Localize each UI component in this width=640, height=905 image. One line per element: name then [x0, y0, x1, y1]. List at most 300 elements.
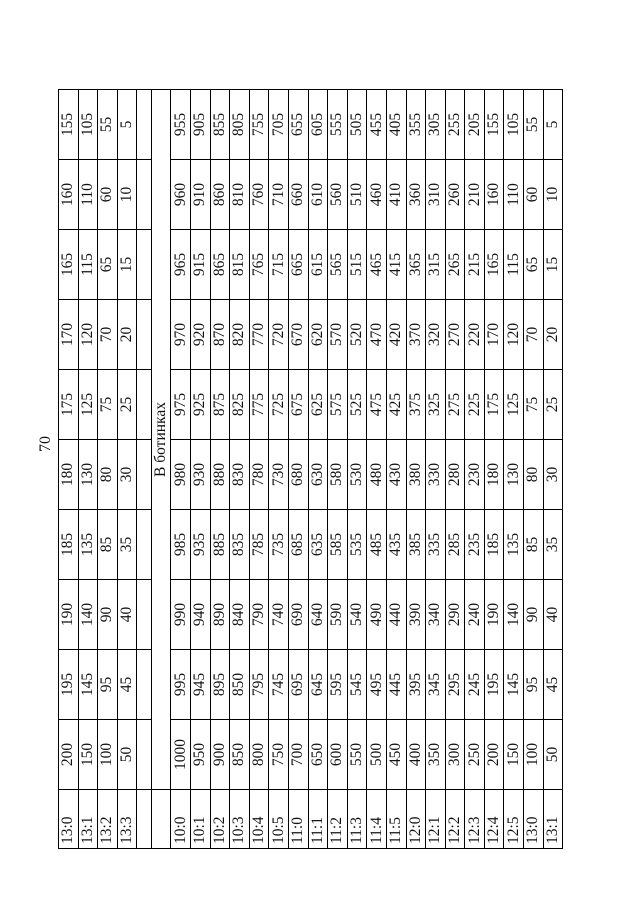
- row-label: 12:5: [504, 790, 524, 849]
- table-cell: 160: [484, 160, 504, 230]
- table-row: [269, 90, 289, 849]
- table-cell: 490: [367, 580, 387, 650]
- table-cell: 840: [230, 580, 250, 650]
- table-cell: 170: [484, 300, 504, 370]
- table-cell: 115: [504, 230, 524, 300]
- table-cell: 110: [78, 160, 98, 230]
- table-cell: 45: [117, 650, 137, 720]
- table-cell: 740: [269, 580, 289, 650]
- page-number: 70: [37, 436, 54, 452]
- table-cell: 525: [347, 370, 367, 440]
- table-cell: 675: [288, 370, 308, 440]
- table-cell: 810: [230, 160, 250, 230]
- table-cell: 520: [347, 300, 367, 370]
- spacer-row: [137, 90, 152, 849]
- table-cell: 720: [269, 300, 289, 370]
- row-label: 10:2: [210, 790, 230, 849]
- table-cell: 440: [386, 580, 406, 650]
- table-cell: 15: [543, 230, 563, 300]
- table-cell: 380: [406, 440, 426, 510]
- table-cell: 5: [117, 90, 137, 160]
- table-cell: 625: [308, 370, 328, 440]
- table-cell: 750: [269, 720, 289, 790]
- table-cell: 540: [347, 580, 367, 650]
- empty-cell: [137, 720, 152, 790]
- table-cell: 820: [230, 300, 250, 370]
- row-label: 12:1: [426, 790, 446, 849]
- table-cell: 75: [98, 370, 118, 440]
- table-row: [328, 90, 348, 849]
- row-label: 12:3: [465, 790, 485, 849]
- table-cell: 200: [59, 720, 79, 790]
- table-cell: 320: [426, 300, 446, 370]
- table-cell: 615: [308, 230, 328, 300]
- table-cell: 655: [288, 90, 308, 160]
- table-cell: 900: [210, 720, 230, 790]
- table-cell: 280: [445, 440, 465, 510]
- table-cell: 40: [543, 580, 563, 650]
- table-cell: 210: [465, 160, 485, 230]
- table-cell: 285: [445, 510, 465, 580]
- table-cell: 250: [465, 720, 485, 790]
- table-cell: 260: [445, 160, 465, 230]
- table-cell: 110: [504, 160, 524, 230]
- row-label: 11:2: [328, 790, 348, 849]
- table-cell: 125: [504, 370, 524, 440]
- table-cell: 535: [347, 510, 367, 580]
- empty-cell: [137, 790, 152, 849]
- table-cell: 175: [484, 370, 504, 440]
- table-cell: 335: [426, 510, 446, 580]
- table-cell: 555: [328, 90, 348, 160]
- table-cell: 635: [308, 510, 328, 580]
- table-cell: 960: [171, 160, 191, 230]
- table-cell: 65: [98, 230, 118, 300]
- table-cell: 35: [117, 510, 137, 580]
- table-cell: 905: [190, 90, 210, 160]
- table-cell: 425: [386, 370, 406, 440]
- table-cell: 710: [269, 160, 289, 230]
- empty-cell: [152, 790, 171, 849]
- table-cell: 315: [426, 230, 446, 300]
- table-cell: 895: [210, 650, 230, 720]
- table-row: [543, 90, 563, 849]
- table-cell: 90: [524, 580, 544, 650]
- table-cell: 70: [98, 300, 118, 370]
- table-cell: 975: [171, 370, 191, 440]
- table-cell: 55: [98, 90, 118, 160]
- table-cell: 510: [347, 160, 367, 230]
- table-cell: 10: [543, 160, 563, 230]
- row-label: 11:3: [347, 790, 367, 849]
- table-cell: 165: [484, 230, 504, 300]
- table-cell: 435: [386, 510, 406, 580]
- table-cell: 375: [406, 370, 426, 440]
- table-cell: 10: [117, 160, 137, 230]
- score-table: [58, 89, 563, 849]
- row-label: 10:5: [269, 790, 289, 849]
- row-label: 11:1: [308, 790, 328, 849]
- table-cell: 660: [288, 160, 308, 230]
- table-cell: 50: [543, 720, 563, 790]
- table-cell: 225: [465, 370, 485, 440]
- table-cell: 400: [406, 720, 426, 790]
- table-cell: 340: [426, 580, 446, 650]
- table-cell: 500: [367, 720, 387, 790]
- table-cell: 395: [406, 650, 426, 720]
- table-cell: 445: [386, 650, 406, 720]
- table-cell: 430: [386, 440, 406, 510]
- table-cell: 925: [190, 370, 210, 440]
- table-cell: 310: [426, 160, 446, 230]
- section-header-row: [152, 90, 171, 849]
- table-cell: 595: [328, 650, 348, 720]
- table-cell: 70: [524, 300, 544, 370]
- table-cell: 480: [367, 440, 387, 510]
- table-row: [190, 90, 210, 849]
- table-cell: 875: [210, 370, 230, 440]
- table-cell: 75: [524, 370, 544, 440]
- table-cell: 495: [367, 650, 387, 720]
- table-cell: 755: [249, 90, 269, 160]
- table-cell: 135: [78, 510, 98, 580]
- table-cell: 135: [504, 510, 524, 580]
- table-cell: 125: [78, 370, 98, 440]
- table-cell: 420: [386, 300, 406, 370]
- table-row: [78, 90, 98, 849]
- table-cell: 890: [210, 580, 230, 650]
- table-cell: 175: [59, 370, 79, 440]
- table-cell: 585: [328, 510, 348, 580]
- table-cell: 35: [543, 510, 563, 580]
- table-cell: 300: [445, 720, 465, 790]
- row-label: 11:0: [288, 790, 308, 849]
- table-cell: 185: [59, 510, 79, 580]
- table-cell: 160: [59, 160, 79, 230]
- empty-cell: [137, 300, 152, 370]
- table-cell: 995: [171, 650, 191, 720]
- table-cell: 325: [426, 370, 446, 440]
- table-cell: 120: [504, 300, 524, 370]
- table-cell: 80: [524, 440, 544, 510]
- table-cell: 855: [210, 90, 230, 160]
- table-cell: 240: [465, 580, 485, 650]
- table-cell: 825: [230, 370, 250, 440]
- table-cell: 180: [484, 440, 504, 510]
- table-cell: 30: [117, 440, 137, 510]
- table-cell: 670: [288, 300, 308, 370]
- table-cell: 155: [59, 90, 79, 160]
- table-cell: 60: [98, 160, 118, 230]
- table-cell: 815: [230, 230, 250, 300]
- table-cell: 570: [328, 300, 348, 370]
- table-cell: 195: [59, 650, 79, 720]
- table-cell: 795: [249, 650, 269, 720]
- table-cell: 950: [190, 720, 210, 790]
- table-row: [98, 90, 118, 849]
- table-cell: 245: [465, 650, 485, 720]
- table-cell: 680: [288, 440, 308, 510]
- table-cell: 885: [210, 510, 230, 580]
- table-cell: 235: [465, 510, 485, 580]
- table-cell: 130: [504, 440, 524, 510]
- row-label: 10:1: [190, 790, 210, 849]
- table-cell: 835: [230, 510, 250, 580]
- table-cell: 735: [269, 510, 289, 580]
- table-cell: 930: [190, 440, 210, 510]
- table-cell: 715: [269, 230, 289, 300]
- table-cell: 475: [367, 370, 387, 440]
- table-cell: 330: [426, 440, 446, 510]
- table-cell: 185: [484, 510, 504, 580]
- table-row: [117, 90, 137, 849]
- empty-cell: [137, 510, 152, 580]
- row-label: 13:1: [543, 790, 563, 849]
- table-cell: 610: [308, 160, 328, 230]
- table-cell: 295: [445, 650, 465, 720]
- table-cell: 405: [386, 90, 406, 160]
- table-cell: 980: [171, 440, 191, 510]
- table-cell: 200: [484, 720, 504, 790]
- table-cell: 860: [210, 160, 230, 230]
- table-row: [288, 90, 308, 849]
- table-cell: 590: [328, 580, 348, 650]
- table-cell: 255: [445, 90, 465, 160]
- table-cell: 915: [190, 230, 210, 300]
- table-cell: 620: [308, 300, 328, 370]
- table-row: [308, 90, 328, 849]
- table-cell: 545: [347, 650, 367, 720]
- table-row: [171, 90, 191, 849]
- row-label: 13:1: [78, 790, 98, 849]
- table-cell: 140: [504, 580, 524, 650]
- table-cell: 800: [249, 720, 269, 790]
- table-cell: 515: [347, 230, 367, 300]
- rotated-table-wrapper: [58, 89, 561, 849]
- table-cell: 130: [78, 440, 98, 510]
- table-cell: 455: [367, 90, 387, 160]
- table-cell: 385: [406, 510, 426, 580]
- table-cell: 850: [230, 720, 250, 790]
- table-cell: 550: [347, 720, 367, 790]
- table-cell: 785: [249, 510, 269, 580]
- table-cell: 230: [465, 440, 485, 510]
- table-cell: 940: [190, 580, 210, 650]
- table-cell: 970: [171, 300, 191, 370]
- table-cell: 955: [171, 90, 191, 160]
- row-label: 12:4: [484, 790, 504, 849]
- table-cell: 80: [98, 440, 118, 510]
- table-cell: 150: [504, 720, 524, 790]
- table-row: [524, 90, 544, 849]
- table-cell: 865: [210, 230, 230, 300]
- table-cell: 165: [59, 230, 79, 300]
- row-label: 10:4: [249, 790, 269, 849]
- table-cell: 95: [98, 650, 118, 720]
- row-label: 13:3: [117, 790, 137, 849]
- table-cell: 40: [117, 580, 137, 650]
- empty-cell: [137, 90, 152, 160]
- table-cell: 790: [249, 580, 269, 650]
- table-cell: 115: [78, 230, 98, 300]
- row-label: 10:3: [230, 790, 250, 849]
- table-row: [445, 90, 465, 849]
- empty-cell: [137, 440, 152, 510]
- table-cell: 685: [288, 510, 308, 580]
- table-cell: 760: [249, 160, 269, 230]
- row-label: 12:2: [445, 790, 465, 849]
- table-cell: 465: [367, 230, 387, 300]
- table-cell: 105: [504, 90, 524, 160]
- table-cell: 460: [367, 160, 387, 230]
- table-cell: 265: [445, 230, 465, 300]
- table-cell: 530: [347, 440, 367, 510]
- table-cell: 415: [386, 230, 406, 300]
- table-cell: 25: [543, 370, 563, 440]
- table-cell: 920: [190, 300, 210, 370]
- table-cell: 190: [59, 580, 79, 650]
- table-row: [386, 90, 406, 849]
- row-label: 13:0: [524, 790, 544, 849]
- row-label: 11:4: [367, 790, 387, 849]
- table-row: [504, 90, 524, 849]
- table-cell: 770: [249, 300, 269, 370]
- table-row: [367, 90, 387, 849]
- table-cell: 765: [249, 230, 269, 300]
- empty-cell: [137, 370, 152, 440]
- table-cell: 470: [367, 300, 387, 370]
- table-cell: 600: [328, 720, 348, 790]
- table-cell: 290: [445, 580, 465, 650]
- table-cell: 605: [308, 90, 328, 160]
- table-cell: 355: [406, 90, 426, 160]
- row-label: 13:2: [98, 790, 118, 849]
- table-cell: 105: [78, 90, 98, 160]
- table-cell: 910: [190, 160, 210, 230]
- empty-cell: [137, 580, 152, 650]
- table-cell: 630: [308, 440, 328, 510]
- table-cell: 565: [328, 230, 348, 300]
- table-cell: 145: [504, 650, 524, 720]
- table-cell: 140: [78, 580, 98, 650]
- table-cell: 100: [524, 720, 544, 790]
- table-cell: 215: [465, 230, 485, 300]
- table-cell: 20: [117, 300, 137, 370]
- table-row: [465, 90, 485, 849]
- table-cell: 275: [445, 370, 465, 440]
- table-cell: 985: [171, 510, 191, 580]
- table-cell: 1000: [171, 720, 191, 790]
- table-cell: 345: [426, 650, 446, 720]
- table-cell: 695: [288, 650, 308, 720]
- table-cell: 30: [543, 440, 563, 510]
- table-cell: 85: [98, 510, 118, 580]
- table-row: [484, 90, 504, 849]
- table-cell: 640: [308, 580, 328, 650]
- table-cell: 180: [59, 440, 79, 510]
- table-cell: 270: [445, 300, 465, 370]
- table-cell: 370: [406, 300, 426, 370]
- table-cell: 730: [269, 440, 289, 510]
- table-cell: 50: [117, 720, 137, 790]
- table-cell: 485: [367, 510, 387, 580]
- table-cell: 350: [426, 720, 446, 790]
- section-title: В ботинках: [152, 90, 171, 790]
- table-row: [210, 90, 230, 849]
- table-cell: 505: [347, 90, 367, 160]
- table-row: [230, 90, 250, 849]
- table-cell: 690: [288, 580, 308, 650]
- table-cell: 65: [524, 230, 544, 300]
- table-cell: 45: [543, 650, 563, 720]
- table-cell: 5: [543, 90, 563, 160]
- table-cell: 700: [288, 720, 308, 790]
- table-cell: 90: [98, 580, 118, 650]
- table-cell: 945: [190, 650, 210, 720]
- table-cell: 780: [249, 440, 269, 510]
- empty-cell: [137, 160, 152, 230]
- row-label: 11:5: [386, 790, 406, 849]
- table-cell: 580: [328, 440, 348, 510]
- table-cell: 410: [386, 160, 406, 230]
- table-cell: 15: [117, 230, 137, 300]
- table-cell: 880: [210, 440, 230, 510]
- table-cell: 745: [269, 650, 289, 720]
- empty-cell: [137, 230, 152, 300]
- table-row: [426, 90, 446, 849]
- table-row: [59, 90, 79, 849]
- table-cell: 725: [269, 370, 289, 440]
- table-cell: 60: [524, 160, 544, 230]
- table-cell: 365: [406, 230, 426, 300]
- table-cell: 155: [484, 90, 504, 160]
- table-cell: 450: [386, 720, 406, 790]
- table-row: [347, 90, 367, 849]
- table-cell: 120: [78, 300, 98, 370]
- table-cell: 575: [328, 370, 348, 440]
- table-cell: 20: [543, 300, 563, 370]
- table-cell: 150: [78, 720, 98, 790]
- table-cell: 195: [484, 650, 504, 720]
- table-cell: 775: [249, 370, 269, 440]
- table-cell: 55: [524, 90, 544, 160]
- table-row: [406, 90, 426, 849]
- table-cell: 170: [59, 300, 79, 370]
- table-cell: 360: [406, 160, 426, 230]
- table-cell: 145: [78, 650, 98, 720]
- table-cell: 705: [269, 90, 289, 160]
- table-cell: 100: [98, 720, 118, 790]
- table-cell: 560: [328, 160, 348, 230]
- table-cell: 990: [171, 580, 191, 650]
- table-cell: 190: [484, 580, 504, 650]
- table-cell: 850: [230, 650, 250, 720]
- table-cell: 645: [308, 650, 328, 720]
- table-cell: 650: [308, 720, 328, 790]
- table-cell: 220: [465, 300, 485, 370]
- table-cell: 390: [406, 580, 426, 650]
- row-label: 10:0: [171, 790, 191, 849]
- table-cell: 85: [524, 510, 544, 580]
- row-label: 13:0: [59, 790, 79, 849]
- empty-cell: [137, 650, 152, 720]
- table-cell: 665: [288, 230, 308, 300]
- table-cell: 305: [426, 90, 446, 160]
- table-cell: 830: [230, 440, 250, 510]
- table-cell: 935: [190, 510, 210, 580]
- table-cell: 25: [117, 370, 137, 440]
- table-cell: 870: [210, 300, 230, 370]
